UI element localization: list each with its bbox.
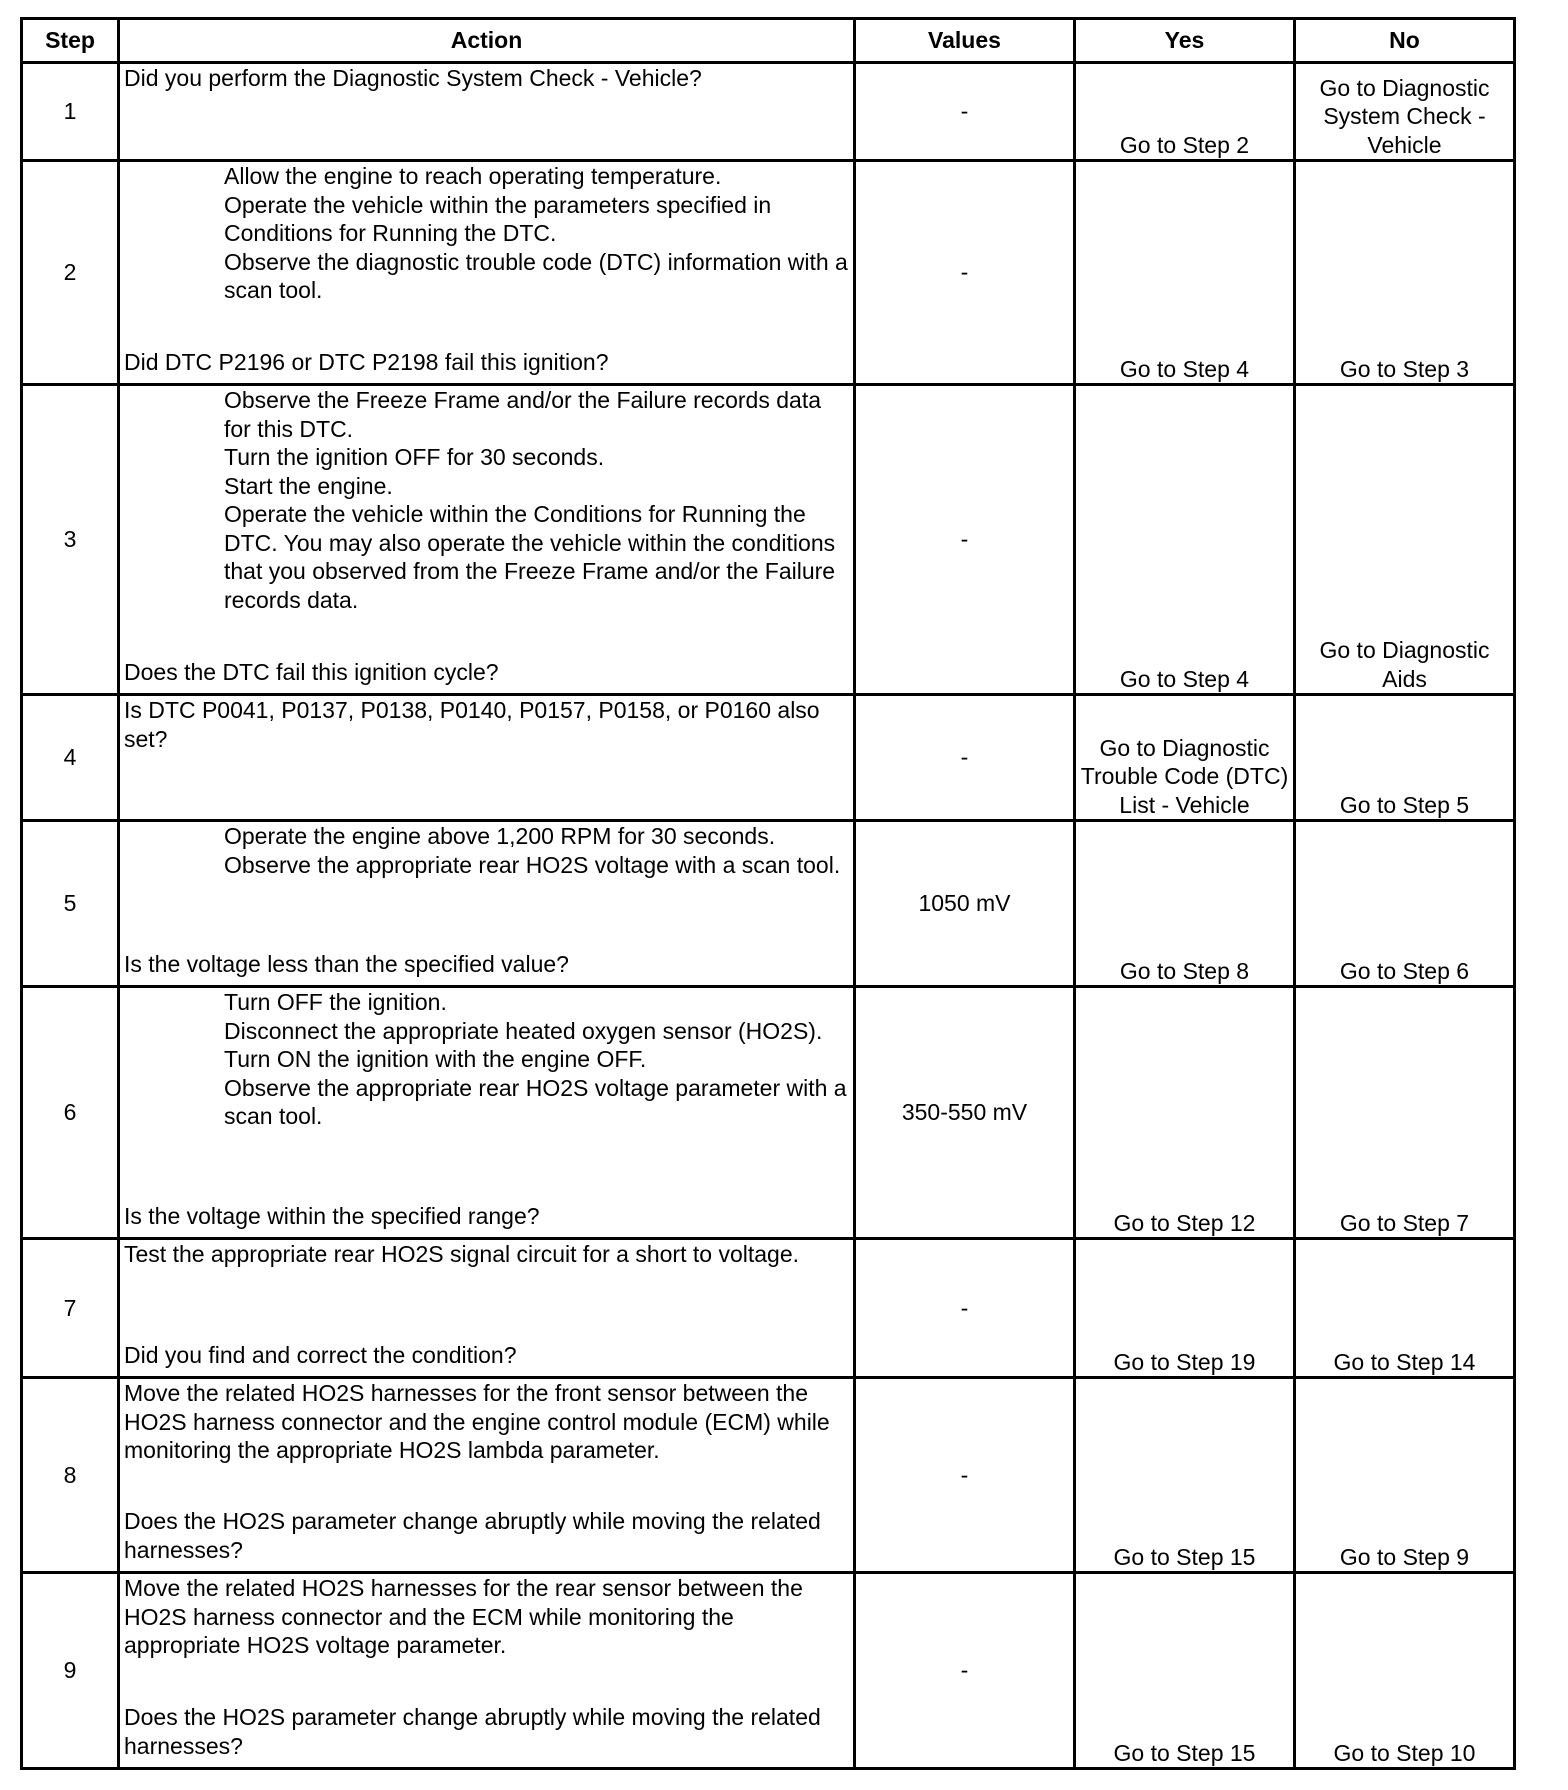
substep-item: Turn the ignition OFF for 30 seconds. xyxy=(224,444,605,470)
action-content xyxy=(124,1379,849,1564)
action-content xyxy=(124,988,849,1230)
no-cell: Go to Step 5 xyxy=(1295,695,1515,821)
action-content xyxy=(124,822,849,978)
diagnostic-table xyxy=(20,17,1516,1770)
action-instructions xyxy=(124,386,849,614)
substep-list xyxy=(124,386,849,614)
action-question: Is the voltage less than the specified value? xyxy=(124,950,569,977)
substep-item: Observe the appropriate rear HO2S voltage parameter with a scan tool. xyxy=(224,1074,847,1129)
action-instructions xyxy=(124,1240,849,1269)
yes-cell: Go to Step 2 xyxy=(1075,63,1295,161)
yes-cell: Go to Step 4 xyxy=(1075,161,1295,385)
values-cell: - xyxy=(855,1573,1075,1769)
substep-item: Observe the appropriate rear HO2S voltage with a scan tool. xyxy=(224,851,841,878)
action-question: Does the HO2S parameter change abruptly while moving the related harnesses? xyxy=(124,1508,821,1563)
substep-item: Observe the diagnostic trouble code (DTC) information with a scan tool. xyxy=(224,248,848,303)
action-cell xyxy=(119,63,855,161)
values-cell: - xyxy=(855,161,1075,385)
action-text: Did you perform the Diagnostic System Check - Vehicle? xyxy=(124,65,702,91)
no-cell: Go to Diagnostic System Check - Vehicle xyxy=(1295,63,1515,161)
table-header-row xyxy=(22,19,1515,63)
step-number: 3 xyxy=(22,385,119,695)
yes-cell: Go to Step 19 xyxy=(1075,1239,1295,1378)
substep-item: Disconnect the appropriate heated oxygen sensor (HO2S). xyxy=(224,1017,823,1044)
action-content xyxy=(124,64,849,152)
table-row xyxy=(22,987,1515,1239)
yes-cell: Go to Step 12 xyxy=(1075,987,1295,1239)
action-question: Did you find and correct the condition? xyxy=(124,1341,517,1368)
step-number: 2 xyxy=(22,161,119,385)
action-instructions xyxy=(124,162,849,305)
substep-item: Allow the engine to reach operating temperature. xyxy=(224,163,722,189)
table-row xyxy=(22,63,1515,161)
action-instructions xyxy=(124,1574,849,1660)
header-no: No xyxy=(1295,19,1515,63)
table-body xyxy=(22,63,1515,1769)
substep-item: Start the engine. xyxy=(224,472,393,499)
substep-item: Operate the vehicle within the Conditions for Running the DTC. You may also operate the vehicle within the conditions that you observed from the Freeze Frame and/or the Failure records data. xyxy=(224,501,836,613)
table-row xyxy=(22,385,1515,695)
substep-item: Operate the engine above 1,200 RPM for 30 seconds. xyxy=(224,823,776,849)
yes-cell: Go to Step 4 xyxy=(1075,385,1295,695)
header-yes: Yes xyxy=(1075,19,1295,63)
action-instructions xyxy=(124,64,849,93)
values-cell: 350-550 mV xyxy=(855,987,1075,1239)
action-cell xyxy=(119,987,855,1239)
action-question: Is the voltage within the specified range? xyxy=(124,1202,540,1229)
header-action: Action xyxy=(119,19,855,63)
no-cell: Go to Step 6 xyxy=(1295,821,1515,987)
values-cell: 1050 mV xyxy=(855,821,1075,987)
table-row xyxy=(22,1239,1515,1378)
action-question: Did DTC P2196 or DTC P2198 fail this ignition? xyxy=(124,348,609,375)
no-cell: Go to Step 14 xyxy=(1295,1239,1515,1378)
table-row xyxy=(22,695,1515,821)
values-cell: - xyxy=(855,695,1075,821)
step-number: 5 xyxy=(22,821,119,987)
table-row xyxy=(22,1378,1515,1573)
no-cell: Go to Step 7 xyxy=(1295,987,1515,1239)
table-row xyxy=(22,821,1515,987)
table-row xyxy=(22,161,1515,385)
header-values: Values xyxy=(855,19,1075,63)
substep-list xyxy=(124,822,849,879)
action-cell xyxy=(119,1378,855,1573)
yes-cell: Go to Step 15 xyxy=(1075,1378,1295,1573)
step-number: 6 xyxy=(22,987,119,1239)
substep-item: Observe the Freeze Frame and/or the Failure records data for this DTC. xyxy=(224,387,822,442)
substep-list xyxy=(124,162,849,305)
action-instructions xyxy=(124,822,849,879)
yes-cell: Go to Diagnostic Trouble Code (DTC) List - Vehicle xyxy=(1075,695,1295,821)
header-step: Step xyxy=(22,19,119,63)
action-cell xyxy=(119,1239,855,1378)
step-number: 1 xyxy=(22,63,119,161)
no-cell: Go to Diagnostic Aids xyxy=(1295,385,1515,695)
step-number: 8 xyxy=(22,1378,119,1573)
yes-cell: Go to Step 15 xyxy=(1075,1573,1295,1769)
action-content xyxy=(124,386,849,686)
action-content xyxy=(124,1574,849,1760)
substep-item: Operate the vehicle within the parameters specified in Conditions for Running the DTC. xyxy=(224,191,772,246)
yes-cell: Go to Step 8 xyxy=(1075,821,1295,987)
action-question: Does the HO2S parameter change abruptly while moving the related harnesses? xyxy=(124,1704,821,1759)
action-text: Move the related HO2S harnesses for the front sensor between the HO2S harness connector and the engine control module (ECM) while monitoring the appropriate HO2S lambda parameter. xyxy=(124,1380,830,1463)
substep-item: Turn OFF the ignition. xyxy=(224,989,447,1015)
values-cell: - xyxy=(855,1239,1075,1378)
values-cell: - xyxy=(855,63,1075,161)
values-cell: - xyxy=(855,385,1075,695)
action-instructions xyxy=(124,1379,849,1465)
action-content xyxy=(124,162,849,376)
step-number: 4 xyxy=(22,695,119,821)
values-cell: - xyxy=(855,1378,1075,1573)
no-cell: Go to Step 3 xyxy=(1295,161,1515,385)
action-text: Is DTC P0041, P0137, P0138, P0140, P0157, P0158, or P0160 also set? xyxy=(124,697,820,752)
diagnostic-table-wrapper xyxy=(20,17,1516,1770)
substep-list xyxy=(124,988,849,1131)
action-text: Move the related HO2S harnesses for the rear sensor between the HO2S harness connector and the ECM while monitoring the appropriate HO2S voltage parameter. xyxy=(124,1575,803,1658)
action-cell xyxy=(119,695,855,821)
action-question: Does the DTC fail this ignition cycle? xyxy=(124,658,499,685)
no-cell: Go to Step 9 xyxy=(1295,1378,1515,1573)
action-text: Test the appropriate rear HO2S signal circuit for a short to voltage. xyxy=(124,1241,799,1267)
action-instructions xyxy=(124,988,849,1131)
action-content xyxy=(124,1240,849,1369)
step-number: 7 xyxy=(22,1239,119,1378)
action-cell xyxy=(119,1573,855,1769)
no-cell: Go to Step 10 xyxy=(1295,1573,1515,1769)
action-content xyxy=(124,696,849,812)
action-cell xyxy=(119,821,855,987)
step-number: 9 xyxy=(22,1573,119,1769)
table-row xyxy=(22,1573,1515,1769)
action-cell xyxy=(119,161,855,385)
action-instructions xyxy=(124,696,849,753)
action-cell xyxy=(119,385,855,695)
substep-item: Turn ON the ignition with the engine OFF. xyxy=(224,1046,647,1072)
